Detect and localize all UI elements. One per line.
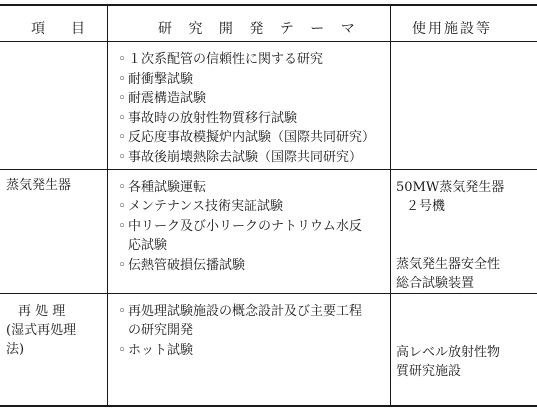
- header-item: 項 目: [31, 21, 91, 37]
- list-item: ◦ 再処理試験施設の概念設計及び主要工程: [116, 302, 362, 321]
- list-item: ◦ 耐衝撃試験: [116, 70, 375, 90]
- list-item: ◦ ホット試験: [116, 341, 362, 360]
- bullet-icon: ◦: [118, 71, 126, 87]
- row3-facility: 高レベル放射性物 質研究施設: [396, 345, 501, 380]
- row2-item-label: 蒸気発生器: [6, 178, 72, 193]
- bullet-icon: ◦: [118, 52, 126, 67]
- list-item: ◦ 伝熱管破損伝播試験: [116, 256, 362, 275]
- row3-item-label: 再 処 理 (湿式再処理 法): [6, 304, 77, 357]
- bullet-icon: ◦: [118, 199, 126, 215]
- list-item: ◦ 事故時の放射性物質移行試験: [116, 109, 375, 129]
- column-divider-2: [390, 4, 391, 406]
- header-facility: 使用施設等: [412, 21, 492, 37]
- list-item-continuation: 応試験: [128, 238, 168, 254]
- row3-themes: [116, 302, 362, 360]
- list-item: ◦ 耐震構造試験: [116, 89, 375, 109]
- bullet-icon: ◦: [118, 304, 126, 319]
- column-divider-1: [107, 4, 108, 406]
- list-item: ◦ １次系配管の信頼性に関する研究: [116, 50, 375, 70]
- bullet-icon: ◦: [118, 149, 126, 165]
- list-item: ◦ 各種試験運転: [116, 178, 362, 197]
- bullet-icon: ◦: [118, 257, 126, 273]
- list-item: ◦ 反応度事故模擬炉内試験（国際共同研究）: [116, 128, 375, 148]
- list-item: ◦ 中リーク及び小リークのナトリウム水反: [116, 217, 362, 236]
- bullet-icon: ◦: [118, 218, 126, 234]
- row1-themes: [116, 50, 375, 168]
- row2-facility-1: 50MW蒸気発生器 ２号機: [396, 180, 505, 215]
- bottom-border: [0, 405, 537, 407]
- bullet-icon: ◦: [118, 130, 126, 146]
- top-border: [0, 4, 537, 6]
- row2-themes: [116, 178, 362, 275]
- header-bottom-border: [0, 41, 537, 42]
- list-item: ◦ 事故後崩壊熱除去試験（国際共同研究）: [116, 148, 375, 168]
- bullet-icon: ◦: [118, 110, 126, 126]
- header-theme: 研 究 開 発 テ ー マ: [158, 21, 361, 37]
- row2-facility-2: 蒸気発生器安全性 総合試験装置: [396, 257, 501, 292]
- list-item-continuation: の研究開発: [128, 323, 194, 339]
- bullet-icon: ◦: [118, 180, 126, 195]
- row1-divider: [0, 169, 537, 170]
- bullet-icon: ◦: [118, 342, 126, 358]
- bullet-icon: ◦: [118, 91, 126, 107]
- list-item: ◦ メンテナンス技術実証試験: [116, 197, 362, 216]
